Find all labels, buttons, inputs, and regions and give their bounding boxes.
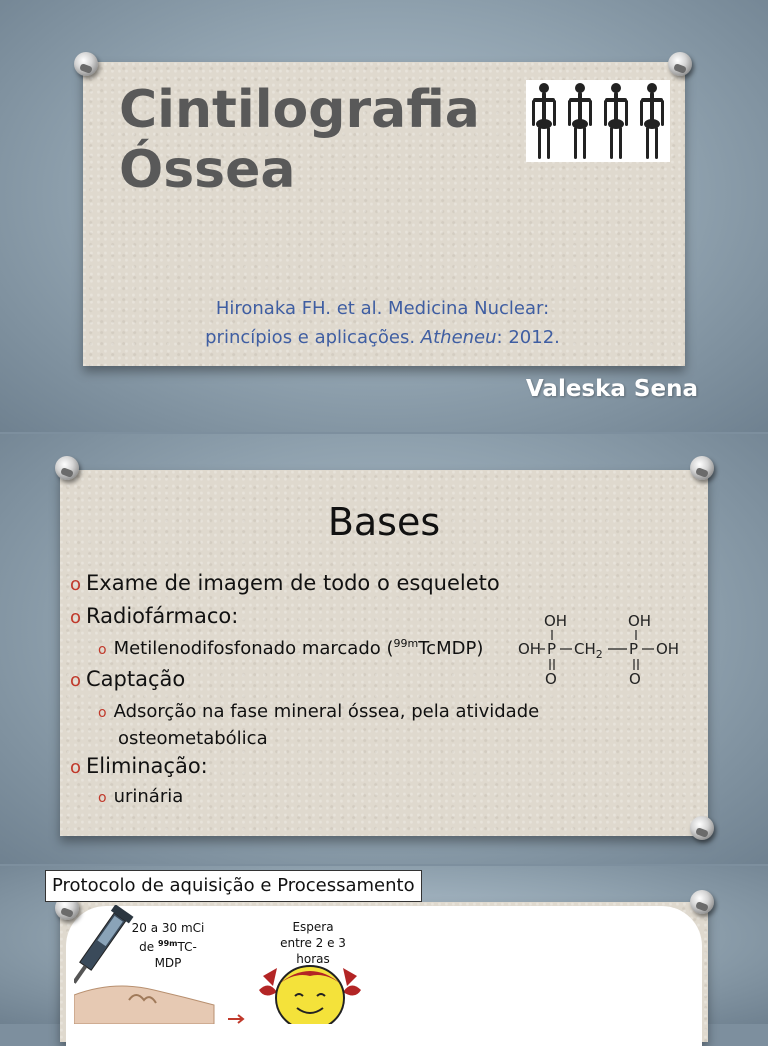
pushpin-icon — [690, 456, 714, 480]
syringe-injection-illustration — [74, 905, 224, 1024]
pushpin-icon — [690, 890, 714, 914]
bullet-icon: o — [70, 574, 82, 595]
pushpin-icon — [55, 456, 79, 480]
reference-citation — [90, 294, 675, 352]
pushpin-icon — [690, 816, 714, 840]
pushpin-icon — [668, 52, 692, 76]
reference-line-2: princípios e aplicações. — [205, 327, 421, 348]
bullet-item: o Captação — [70, 667, 186, 691]
dose-label: 20 a 30 mCi de $^{99m}$TC- MDP — [131, 921, 205, 970]
mdp-structure-diagram — [510, 608, 690, 690]
bullet-item: o Exame de imagem de todo o esqueleto — [70, 571, 500, 595]
formula-o-right: O — [629, 670, 641, 688]
bullet-icon: o — [70, 607, 82, 628]
sub-bullet-item: o urinária — [98, 786, 184, 807]
formula-ch2: $CH_2$ — [574, 640, 603, 661]
bullet-icon: o — [98, 790, 107, 806]
bullet-item: o Radiofármaco: — [70, 604, 239, 628]
wait-label: Espera entre 2 e 3 horas — [280, 920, 346, 966]
reference-line-1: Hironaka FH. et al. Medicina Nuclear: — [215, 298, 550, 319]
smiley-face-icon — [255, 962, 365, 1024]
title-line-1: Cintilografia — [119, 80, 480, 140]
formula-oh-right: OH — [656, 640, 680, 658]
bone-scan-image — [526, 80, 670, 162]
title-line-2: Óssea — [119, 140, 296, 200]
formula-oh: OH — [518, 640, 542, 658]
formula-p-left: P — [547, 640, 557, 658]
formula-o-left: O — [545, 670, 557, 688]
sub-bullet-item: o Adsorção na fase mineral óssea, pela atividade osteometabólica — [98, 701, 540, 749]
sub-bullet-item: o Metilenodifosfonado marcado ($^{99m}$TcMDP) — [98, 637, 484, 659]
skeleton-scan-icon — [526, 80, 670, 162]
bullet-item: o Eliminação: — [70, 754, 208, 778]
arrow-icon — [228, 1014, 248, 1024]
author-name: Valeska Sena — [525, 376, 698, 402]
page-title — [119, 80, 480, 200]
formula-oh-right-top: OH — [628, 612, 652, 630]
formula-oh-left: OH — [544, 612, 568, 630]
bullet-icon: o — [98, 705, 107, 721]
bullet-icon: o — [70, 670, 82, 691]
bullet-icon: o — [98, 642, 107, 658]
reference-publisher: Atheneu — [420, 327, 497, 348]
formula-p-right: P — [629, 640, 639, 658]
protocol-title: Protocolo de aquisição e Processamento — [45, 870, 422, 902]
pushpin-icon — [74, 52, 98, 76]
reference-year: : 2012. — [496, 327, 560, 348]
slide-1 — [0, 0, 768, 432]
slide-2-title: Bases — [327, 500, 441, 544]
bullet-icon: o — [70, 757, 82, 778]
